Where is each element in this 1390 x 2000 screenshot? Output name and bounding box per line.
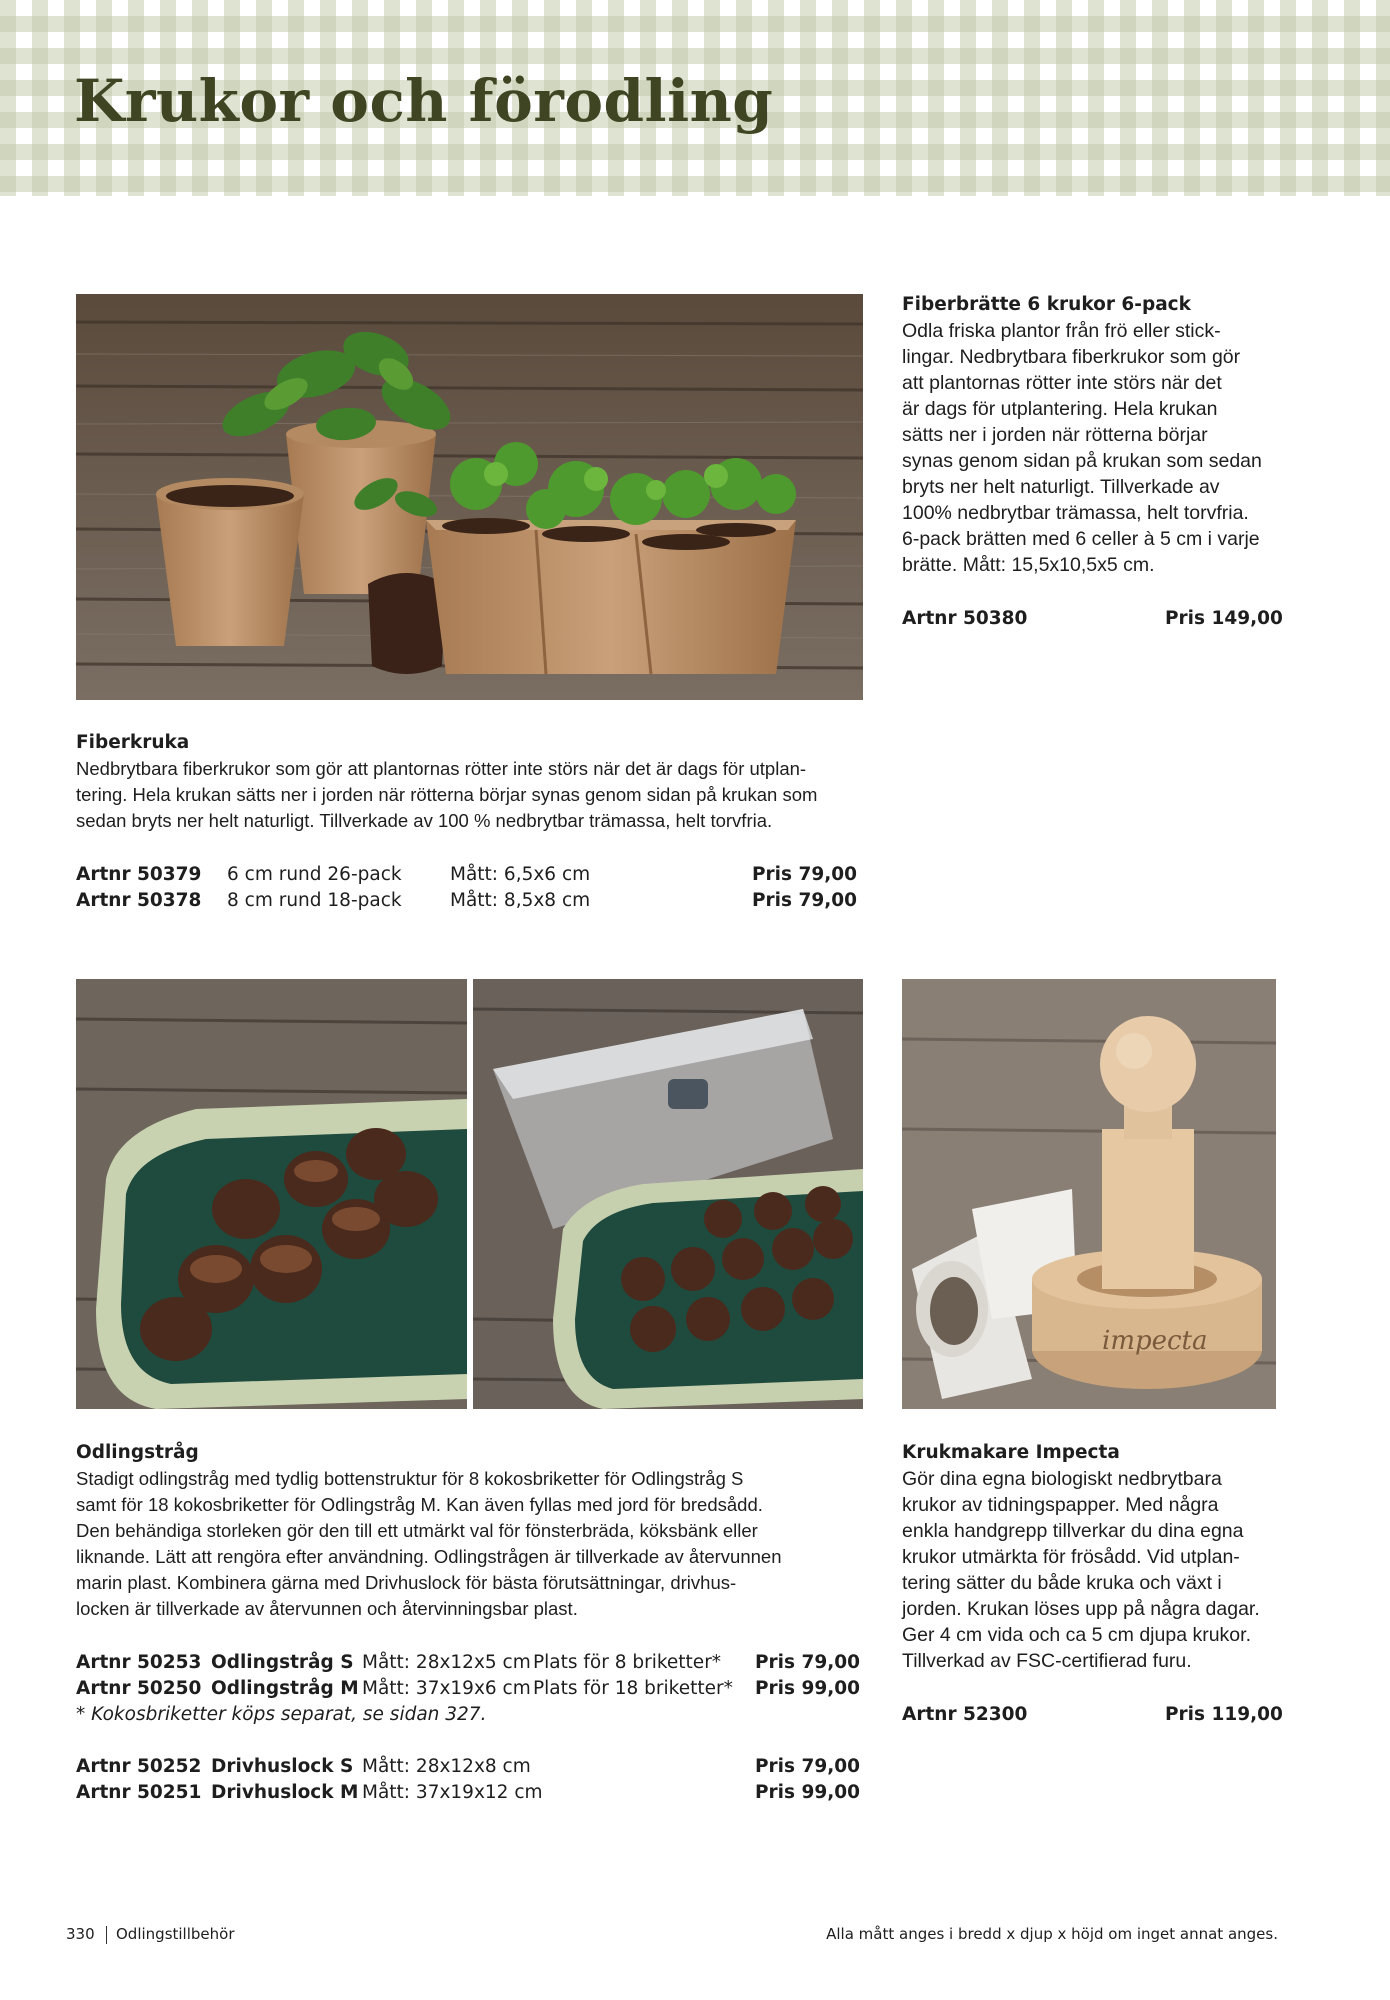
text-line: jorden. Krukan löses upp på några dagar. (902, 1598, 1260, 1620)
text-line: är dags för utplantering. Hela krukan (902, 398, 1218, 420)
text-line: Odla friska plantor från frö eller stick- (902, 320, 1221, 342)
price: Pris 99,00 (755, 1782, 860, 1803)
dimensions: Mått: 37x19x12 cm (362, 1782, 543, 1803)
text-line: synas genom sidan på krukan som sedan (902, 450, 1262, 472)
price: Pris 79,00 (752, 890, 857, 911)
text-line: sätts ner i jorden när rötterna börjar (902, 424, 1208, 446)
product-name: Drivhuslock S (211, 1756, 354, 1777)
page-number: 330 (66, 1925, 95, 1943)
text-line: Tillverkad av FSC-certifierad furu. (902, 1650, 1192, 1672)
article-number: Artnr 50253 (76, 1652, 202, 1673)
briketter-note: * Kokosbriketter köps separat, se sidan 327. (76, 1704, 487, 1725)
text-line: samt för 18 kokosbriketter för Odlingstråg M. Kan även fyllas med jord för bredsådd. (76, 1494, 763, 1515)
dimensions: Mått: 37x19x6 cm (362, 1678, 531, 1699)
price: Pris 79,00 (752, 864, 857, 885)
article-number: Artnr 50252 (76, 1756, 202, 1777)
article-number: Artnr 52300 (902, 1704, 1028, 1725)
text-line: Stadigt odlingstråg med tydlig bottenstruktur för 8 kokosbriketter för Odlingstråg S (76, 1468, 744, 1489)
capacity: Plats för 8 briketter* (533, 1652, 722, 1673)
text-line: liknande. Lätt att rengöra efter användning. Odlingstrågen är tillverkade av återvunnen (76, 1546, 782, 1567)
fiberbratte-description (902, 318, 1302, 578)
fiber-pots-photo (76, 294, 863, 700)
dimensions: Mått: 28x12x5 cm (362, 1652, 531, 1673)
krukmakare-description (902, 1466, 1302, 1674)
price: Pris 119,00 (1165, 1704, 1283, 1725)
text-line: Ger 4 cm vida och ca 5 cm djupa krukor. (902, 1624, 1251, 1646)
dimensions: Mått: 6,5x6 cm (450, 864, 591, 885)
fiberbratte-title: Fiberbrätte 6 krukor 6-pack (902, 294, 1191, 315)
price: Pris 79,00 (755, 1756, 860, 1777)
text-line: brätte. Mått: 15,5x10,5x5 cm. (902, 554, 1155, 576)
footer-divider (106, 1926, 107, 1944)
fiberkruka-description (76, 756, 876, 834)
product-name: Drivhuslock M (211, 1782, 359, 1803)
odlingstrag-photo (76, 979, 467, 1409)
text-line: 6-pack brätten med 6 celler à 5 cm i varje (902, 528, 1260, 550)
price: Pris 79,00 (755, 1652, 860, 1673)
impecta-logo: impecta (1102, 1326, 1208, 1356)
measurement-disclaimer: Alla mått anges i bredd x djup x höjd om inget annat anges. (826, 1925, 1278, 1943)
krukmakare-photo (902, 979, 1276, 1409)
dimensions: Mått: 8,5x8 cm (450, 890, 591, 911)
text-line: lingar. Nedbrytbara fiberkrukor som gör (902, 346, 1241, 368)
product-variant: 8 cm rund 18-pack (227, 890, 402, 911)
text-line: Den behändiga storleken gör den till ett utmärkt val för fönsterbräda, köksbänk eller (76, 1520, 758, 1541)
text-line: bryts ner helt naturligt. Tillverkade av (902, 476, 1220, 498)
odlingstrag-description (76, 1466, 876, 1622)
text-line: 100% nedbrytbar trämassa, helt torvfria. (902, 502, 1249, 524)
price: Pris 149,00 (1165, 608, 1283, 629)
text-line: tering. Hela krukan sätts ner i jorden när rötterna börjar synas genom sidan på krukan som (76, 784, 818, 805)
krukmakare-title: Krukmakare Impecta (902, 1442, 1120, 1463)
odlingstrag-title: Odlingstråg (76, 1442, 199, 1463)
text-line: krukor utmärkta för frösådd. Vid utplan- (902, 1546, 1240, 1568)
article-number: Artnr 50251 (76, 1782, 202, 1803)
article-number: Artnr 50250 (76, 1678, 202, 1699)
product-name: Odlingstråg M (211, 1678, 359, 1699)
product-name: Odlingstråg S (211, 1652, 354, 1673)
drivhuslock-photo (473, 979, 863, 1409)
fiberkruka-title: Fiberkruka (76, 732, 190, 753)
article-number: Artnr 50378 (76, 890, 202, 911)
text-line: att plantornas rötter inte störs när det (902, 372, 1222, 394)
dimensions: Mått: 28x12x8 cm (362, 1756, 531, 1777)
article-number: Artnr 50379 (76, 864, 202, 885)
section-name: Odlingstillbehör (116, 1925, 235, 1943)
text-line: Nedbrytbara fiberkrukor som gör att plantornas rötter inte störs när det är dags för utplan- (76, 758, 807, 779)
capacity: Plats för 18 briketter* (533, 1678, 733, 1699)
text-line: tering sätter du både kruka och växt i (902, 1572, 1222, 1594)
page-title: Krukor och förodling (74, 67, 774, 135)
price: Pris 99,00 (755, 1678, 860, 1699)
text-line: enkla handgrepp tillverkar du dina egna (902, 1520, 1244, 1542)
text-line: locken är tillverkade av återvunnen och återvinningsbar plast. (76, 1598, 578, 1619)
text-line: Gör dina egna biologiskt nedbrytbara (902, 1468, 1222, 1490)
text-line: sedan bryts ner helt naturligt. Tillverkade av 100 % nedbrytbar trämassa, helt torvfria. (76, 810, 773, 831)
product-variant: 6 cm rund 26-pack (227, 864, 402, 885)
text-line: marin plast. Kombinera gärna med Drivhuslock för bästa förutsättningar, drivhus- (76, 1572, 737, 1593)
article-number: Artnr 50380 (902, 608, 1028, 629)
text-line: krukor av tidningspapper. Med några (902, 1494, 1219, 1516)
